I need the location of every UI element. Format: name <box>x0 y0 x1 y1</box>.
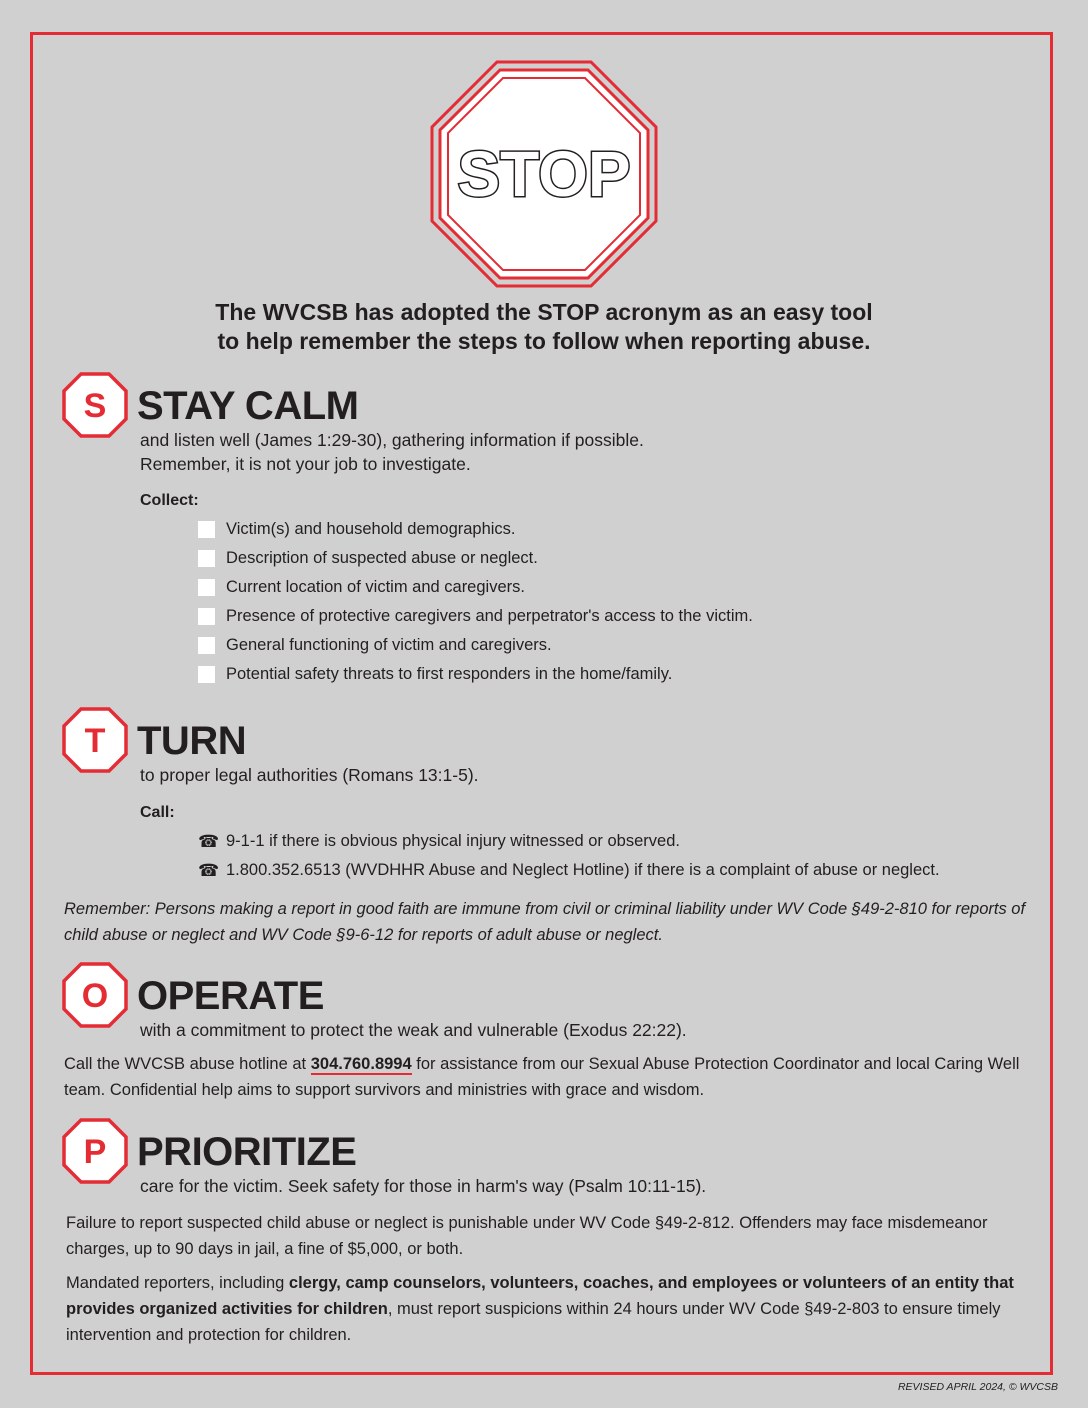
checklist-item <box>198 602 753 631</box>
letter-p-badge-icon <box>62 1118 128 1184</box>
turn-line-1: to proper legal authorities (Romans 13:1-5). <box>140 765 479 785</box>
stop-sign-word: STOP <box>457 138 631 210</box>
section-title-operate: OPERATE <box>137 974 324 1018</box>
checklist-item-text: Victim(s) and household demographics. <box>226 520 516 538</box>
section-title-stay-calm: STAY CALM <box>137 384 359 428</box>
call-item-text: 9-1-1 if there is obvious physical injury witnessed or observed. <box>226 832 680 850</box>
checklist-item-text: General functioning of victim and caregivers. <box>226 636 552 654</box>
checklist-item-text: Current location of victim and caregivers. <box>226 578 525 596</box>
mandated-reporters-paragraph <box>66 1270 1041 1348</box>
letter-t-badge-icon <box>62 707 128 773</box>
stop-sign-icon <box>430 60 658 288</box>
call-item-text: 1.800.352.6513 (WVDHHR Abuse and Neglect Hotline) if there is a complaint of abuse or neglect. <box>226 861 940 879</box>
checkbox[interactable] <box>198 521 215 538</box>
prioritize-line-1: care for the victim. Seek safety for those in harm's way (Psalm 10:11-15). <box>140 1176 707 1196</box>
checkbox[interactable] <box>198 608 215 625</box>
phone-icon: ☎ <box>198 831 220 851</box>
checkbox[interactable] <box>198 666 215 683</box>
checklist-item <box>198 573 753 602</box>
checkbox[interactable] <box>198 637 215 654</box>
call-item <box>198 827 940 856</box>
revision-footer: REVISED APRIL 2024, © WVCSB <box>897 1381 1058 1393</box>
section-title-prioritize: PRIORITIZE <box>137 1130 357 1174</box>
intro-line-2: to help remember the steps to follow when reporting abuse. <box>217 328 871 354</box>
checklist-item-text: Presence of protective caregivers and perpetrator's access to the victim. <box>226 607 753 625</box>
letter-t: T <box>84 722 106 760</box>
checklist-item-text: Description of suspected abuse or neglect. <box>226 549 538 567</box>
operate-paragraph <box>64 1051 1039 1103</box>
penalty-paragraph: Failure to report suspected child abuse or neglect is punishable under WV Code §49-2-812. Offenders may face misdemeanor charges, up to 90 days in jail, a fine of $5,000, or both. <box>66 1214 988 1258</box>
checklist-item-text: Potential safety threats to first responders in the home/family. <box>226 665 673 683</box>
operate-paragraph-end: for assistance from our Sexual Abuse Protection Coordinator and local Caring Well team. Confidential help aims to support survivors and ministries with grace and wisdom. <box>64 1055 1020 1099</box>
checkbox[interactable] <box>198 550 215 567</box>
call-item <box>198 856 940 885</box>
call-label: Call: <box>140 804 175 821</box>
checklist-item <box>198 515 753 544</box>
section-title-turn: TURN <box>137 719 247 763</box>
intro-line-1: The WVCSB has adopted the STOP acronym as an easy tool <box>215 299 873 325</box>
letter-o-badge-icon <box>62 962 128 1028</box>
intro-text <box>100 298 988 356</box>
phone-icon: ☎ <box>198 860 220 880</box>
collect-label: Collect: <box>140 492 199 509</box>
letter-p: P <box>83 1133 107 1171</box>
letter-s: S <box>83 387 107 425</box>
call-list <box>198 827 940 885</box>
checklist-item <box>198 660 753 689</box>
letter-s-badge-icon <box>62 372 128 438</box>
operate-paragraph-start: Call the WVCSB abuse hotline at <box>64 1055 311 1073</box>
checklist-item <box>198 631 753 660</box>
hotline-number-link[interactable]: 304.760.8994 <box>310 1055 412 1073</box>
mandated-bold: clergy, camp counselors, volunteers, coaches, and employees or volunteers of an entity that provides organized activities for children <box>66 1274 1014 1318</box>
stay-calm-line-1: and listen well (James 1:29-30), gathering information if possible. <box>140 430 644 450</box>
checklist-item <box>198 544 753 573</box>
remember-note: Remember: Persons making a report in good faith are immune from civil or criminal liability under WV Code §49-2-810 for reports of child abuse or neglect and WV Code §9-6-12 for reports of adult abuse or neglect. <box>64 900 1026 944</box>
mandated-end: , must report suspicions within 24 hours under WV Code §49-2-803 to ensure timely intervention and protection for children. <box>66 1300 1001 1344</box>
mandated-start: Mandated reporters, including <box>66 1274 289 1292</box>
collect-checklist <box>198 515 753 689</box>
operate-line-1: with a commitment to protect the weak and vulnerable (Exodus 22:22). <box>140 1020 687 1040</box>
checkbox[interactable] <box>198 579 215 596</box>
stay-calm-line-2: Remember, it is not your job to investigate. <box>140 454 471 474</box>
letter-o: O <box>81 977 109 1015</box>
